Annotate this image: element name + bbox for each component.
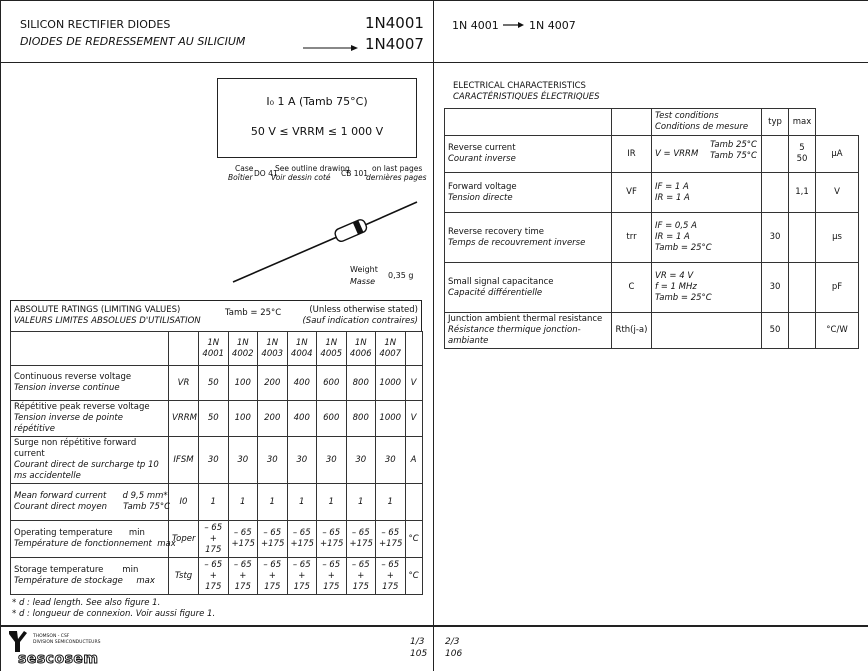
outline-fr: Voir dessin coté <box>271 173 331 182</box>
cell-value: 200 <box>258 366 288 401</box>
range-to: 1N 4007 <box>529 19 576 32</box>
cell-value: 200 <box>258 401 288 437</box>
cell-value: 1000 <box>376 401 406 437</box>
row-fr: Courant direct de surcharge tp 10 ms accidentelle <box>14 460 159 481</box>
row-unit: A <box>405 437 422 484</box>
elec-title-fr: CARACTÉRISTIQUES ÉLECTRIQUES <box>453 92 600 102</box>
cell-value: 30 <box>258 437 288 484</box>
cell-value: 1 <box>317 484 347 521</box>
cell-value: 100 <box>228 401 258 437</box>
header-divider <box>0 62 868 63</box>
max-value: 5 50 <box>789 136 816 173</box>
cond: IR = 1 A <box>655 192 690 203</box>
cell-value: 30 <box>317 437 347 484</box>
row-en: Operating temperature min <box>14 528 145 538</box>
table-row <box>11 401 423 437</box>
row-fr: Courant inverse <box>448 154 516 164</box>
table-row <box>445 136 859 173</box>
cell-value: 30 <box>376 437 406 484</box>
col-header: 1N 4005 <box>317 332 347 366</box>
row-fr: Courant direct moyen Tamb 75°C <box>14 502 171 512</box>
cond-en: Test conditions <box>655 111 719 121</box>
row-unit: µA <box>816 136 859 173</box>
row-symbol: Toper <box>169 521 199 558</box>
typ-value: 50 <box>762 313 789 349</box>
row-unit <box>405 484 422 521</box>
cell-value: 600 <box>317 366 347 401</box>
summary-line2: 50 V ≤ VRRM ≤ 1 000 V <box>250 125 384 138</box>
left-border <box>0 0 1 671</box>
typ-header: typ <box>762 109 789 136</box>
left-page-num: 105 <box>410 649 428 659</box>
cell-value: 30 <box>346 437 376 484</box>
table-row <box>11 521 423 558</box>
cell-value: – 65 + 175 <box>199 521 229 558</box>
row-unit: V <box>816 173 859 213</box>
row-symbol: VF <box>612 173 652 213</box>
row-fr: Tension directe <box>448 192 513 203</box>
abs-tamb: Tamb = 25°C <box>225 308 282 318</box>
max-value <box>789 213 816 263</box>
col-header: 1N 4002 <box>228 332 258 366</box>
row-fr: Résistance thermique jonction-ambiante <box>448 325 581 346</box>
cell-value: 30 <box>287 437 317 484</box>
row-symbol: Tstg <box>169 558 199 595</box>
col-header: 1N 4007 <box>376 332 406 366</box>
weight-fr: Masse <box>350 277 376 286</box>
row-symbol: Rth(j-a) <box>612 313 652 349</box>
table-row <box>11 437 423 484</box>
cond: IF = 0,5 A <box>655 221 697 231</box>
max-value: 1,1 <box>789 173 816 213</box>
cell-value: 50 <box>199 401 229 437</box>
weight-en: Weight <box>350 265 378 274</box>
case-code: DO 41 <box>254 169 278 178</box>
case-en: Case <box>235 164 254 173</box>
pages-fr: dernières pages <box>366 173 427 182</box>
cond: VR = 4 V <box>655 271 694 281</box>
pages-en: on last pages <box>372 164 423 173</box>
abs-note-en: (Unless otherwise stated) <box>309 305 418 315</box>
cell-value: – 65 + 175 <box>287 558 317 595</box>
company-small-1: THOMSON - CSF <box>33 634 70 639</box>
row-en: Mean forward current d 9,5 mm* <box>14 491 168 501</box>
row-unit: V <box>405 366 422 401</box>
cell-value: – 65 + 175 <box>258 558 288 595</box>
row-symbol: VRRM <box>169 401 199 437</box>
row-symbol: IFSM <box>169 437 199 484</box>
row-symbol: trr <box>612 213 652 263</box>
max-value <box>789 263 816 313</box>
cell-value: – 65 +175 <box>317 521 347 558</box>
cond: IF = 1 A <box>655 181 689 192</box>
row-fr: Capacité différentielle <box>448 287 543 298</box>
table-row <box>445 313 859 349</box>
row-unit: °C <box>405 521 422 558</box>
cell-value: 400 <box>287 401 317 437</box>
range-from: 1N 4001 <box>452 19 499 32</box>
typ-value <box>762 173 789 213</box>
footnote-en: * d : lead length. See also figure 1. <box>12 598 161 608</box>
cell-value: 400 <box>287 366 317 401</box>
cell-value: 1000 <box>376 366 406 401</box>
cond: Tamb 75°C <box>710 151 757 161</box>
abs-ratings-table <box>10 331 423 595</box>
footnote-fr: * d : longueur de connexion. Voir aussi figure 1. <box>12 609 216 619</box>
cell-value: 1 <box>346 484 376 521</box>
cell-value: 800 <box>346 401 376 437</box>
row-symbol: I0 <box>169 484 199 521</box>
cell-value: – 65 + 175 <box>199 558 229 595</box>
outline-code: CB 101 <box>341 169 369 178</box>
weight-value: 0,35 g <box>388 271 414 280</box>
left-page: 1/3 <box>410 637 425 647</box>
row-fr: Température de stockage max <box>14 576 155 586</box>
row-unit: µs <box>816 213 859 263</box>
table-row <box>445 173 859 213</box>
right-page: 2/3 <box>445 637 460 647</box>
col-header: 1N 4006 <box>346 332 376 366</box>
elec-header-row <box>445 109 859 136</box>
cell-value: 1 <box>287 484 317 521</box>
cell-value: – 65 + 175 <box>228 558 258 595</box>
col-header: 1N 4001 <box>199 332 229 366</box>
abs-header-row <box>11 332 423 366</box>
center-divider <box>433 0 434 671</box>
arrow-icon <box>303 44 359 52</box>
cell-value: – 65 +175 <box>258 521 288 558</box>
company-logo-text: sescosem <box>18 651 99 667</box>
range-arrow-icon <box>503 21 525 29</box>
row-en: Storage temperature min <box>14 565 139 575</box>
row-en: Répétitive peak reverse voltage <box>14 402 150 412</box>
cell-value: – 65 + 175 <box>346 558 376 595</box>
row-unit: V <box>405 401 422 437</box>
row-fr: Température de fonctionnement max <box>14 539 176 549</box>
table-row <box>445 213 859 263</box>
row-en: Reverse recovery time <box>448 226 544 237</box>
cell-value: 1 <box>376 484 406 521</box>
cell-value: 600 <box>317 401 347 437</box>
title-fr: DIODES DE REDRESSEMENT AU SILICIUM <box>20 35 246 48</box>
cell-value: – 65 +175 <box>228 521 258 558</box>
abs-title-en: ABSOLUTE RATINGS (LIMITING VALUES) <box>14 305 181 315</box>
case-label <box>235 164 253 173</box>
company-small-2: DIVISION SEMICONDUCTEURS <box>33 640 101 645</box>
right-page-num: 106 <box>445 649 463 659</box>
row-en: Continuous reverse voltage <box>14 372 132 382</box>
cell-value: 100 <box>228 366 258 401</box>
cond: Tamb 25°C <box>710 140 757 150</box>
row-en: Junction ambient thermal resistance <box>448 314 603 324</box>
max-header: max <box>789 109 816 136</box>
row-symbol: VR <box>169 366 199 401</box>
row-unit: °C/W <box>816 313 859 349</box>
summary-box <box>217 78 417 158</box>
cell-value: – 65 + 175 <box>317 558 347 595</box>
typ-value: 30 <box>762 263 789 313</box>
outline-en: See outline drawing <box>275 164 350 173</box>
cell-value: 30 <box>199 437 229 484</box>
cell-value: 800 <box>346 366 376 401</box>
summary-line1: I₀ 1 A (Tamb 75°C) <box>266 95 368 108</box>
row-en: Reverse current <box>448 143 516 153</box>
row-symbol: C <box>612 263 652 313</box>
table-row <box>445 263 859 313</box>
row-fr: Tension inverse de pointe répétitive <box>14 413 123 434</box>
title-en: SILICON RECTIFIER DIODES <box>20 18 171 31</box>
elec-table <box>444 108 859 349</box>
cell-value: 30 <box>228 437 258 484</box>
diode-drawing <box>225 185 420 285</box>
row-en: Surge non répétitive forward current <box>14 438 137 459</box>
cond: f = 1 MHz <box>655 282 697 292</box>
row-fr: Temps de recouvrement inverse <box>448 237 586 248</box>
cell-value: – 65 +175 <box>346 521 376 558</box>
row-en: Small signal capacitance <box>448 276 554 287</box>
table-row <box>11 558 423 595</box>
row-fr: Tension inverse continue <box>14 383 120 393</box>
typ-value <box>762 136 789 173</box>
elec-title-en: ELECTRICAL CHARACTERISTICS <box>453 81 586 91</box>
cell-value: 50 <box>199 366 229 401</box>
case-fr: Boîtier <box>228 173 253 182</box>
cond: IR = 1 A <box>655 232 690 242</box>
cond: Tamb = 25°C <box>655 243 712 253</box>
cell-value: – 65 + 175 <box>376 558 406 595</box>
footer-divider <box>0 625 868 627</box>
row-symbol: IR <box>612 136 652 173</box>
typ-value: 30 <box>762 213 789 263</box>
cond-fr: Conditions de mesure <box>655 122 749 132</box>
cell-value: 1 <box>228 484 258 521</box>
abs-ratings-header <box>10 300 422 331</box>
cond: Tamb = 25°C <box>655 293 712 303</box>
col-header: 1N 4003 <box>258 332 288 366</box>
cell-value: 1 <box>199 484 229 521</box>
cond: V = VRRM <box>655 148 699 159</box>
part-from: 1N4001 <box>365 14 424 32</box>
row-unit: pF <box>816 263 859 313</box>
row-en: Forward voltage <box>448 181 517 192</box>
abs-title-fr: VALEURS LIMITES ABSOLUES D'UTILISATION <box>14 316 201 326</box>
col-header: 1N 4004 <box>287 332 317 366</box>
top-border <box>0 0 868 1</box>
row-unit: °C <box>405 558 422 595</box>
table-row <box>11 366 423 401</box>
abs-note-fr: (Sauf indication contraires) <box>302 316 418 326</box>
part-to: 1N4007 <box>365 35 424 53</box>
table-row <box>11 484 423 521</box>
cell-value: – 65 +175 <box>287 521 317 558</box>
cell-value: – 65 +175 <box>376 521 406 558</box>
cell-value: 1 <box>258 484 288 521</box>
max-value <box>789 313 816 349</box>
